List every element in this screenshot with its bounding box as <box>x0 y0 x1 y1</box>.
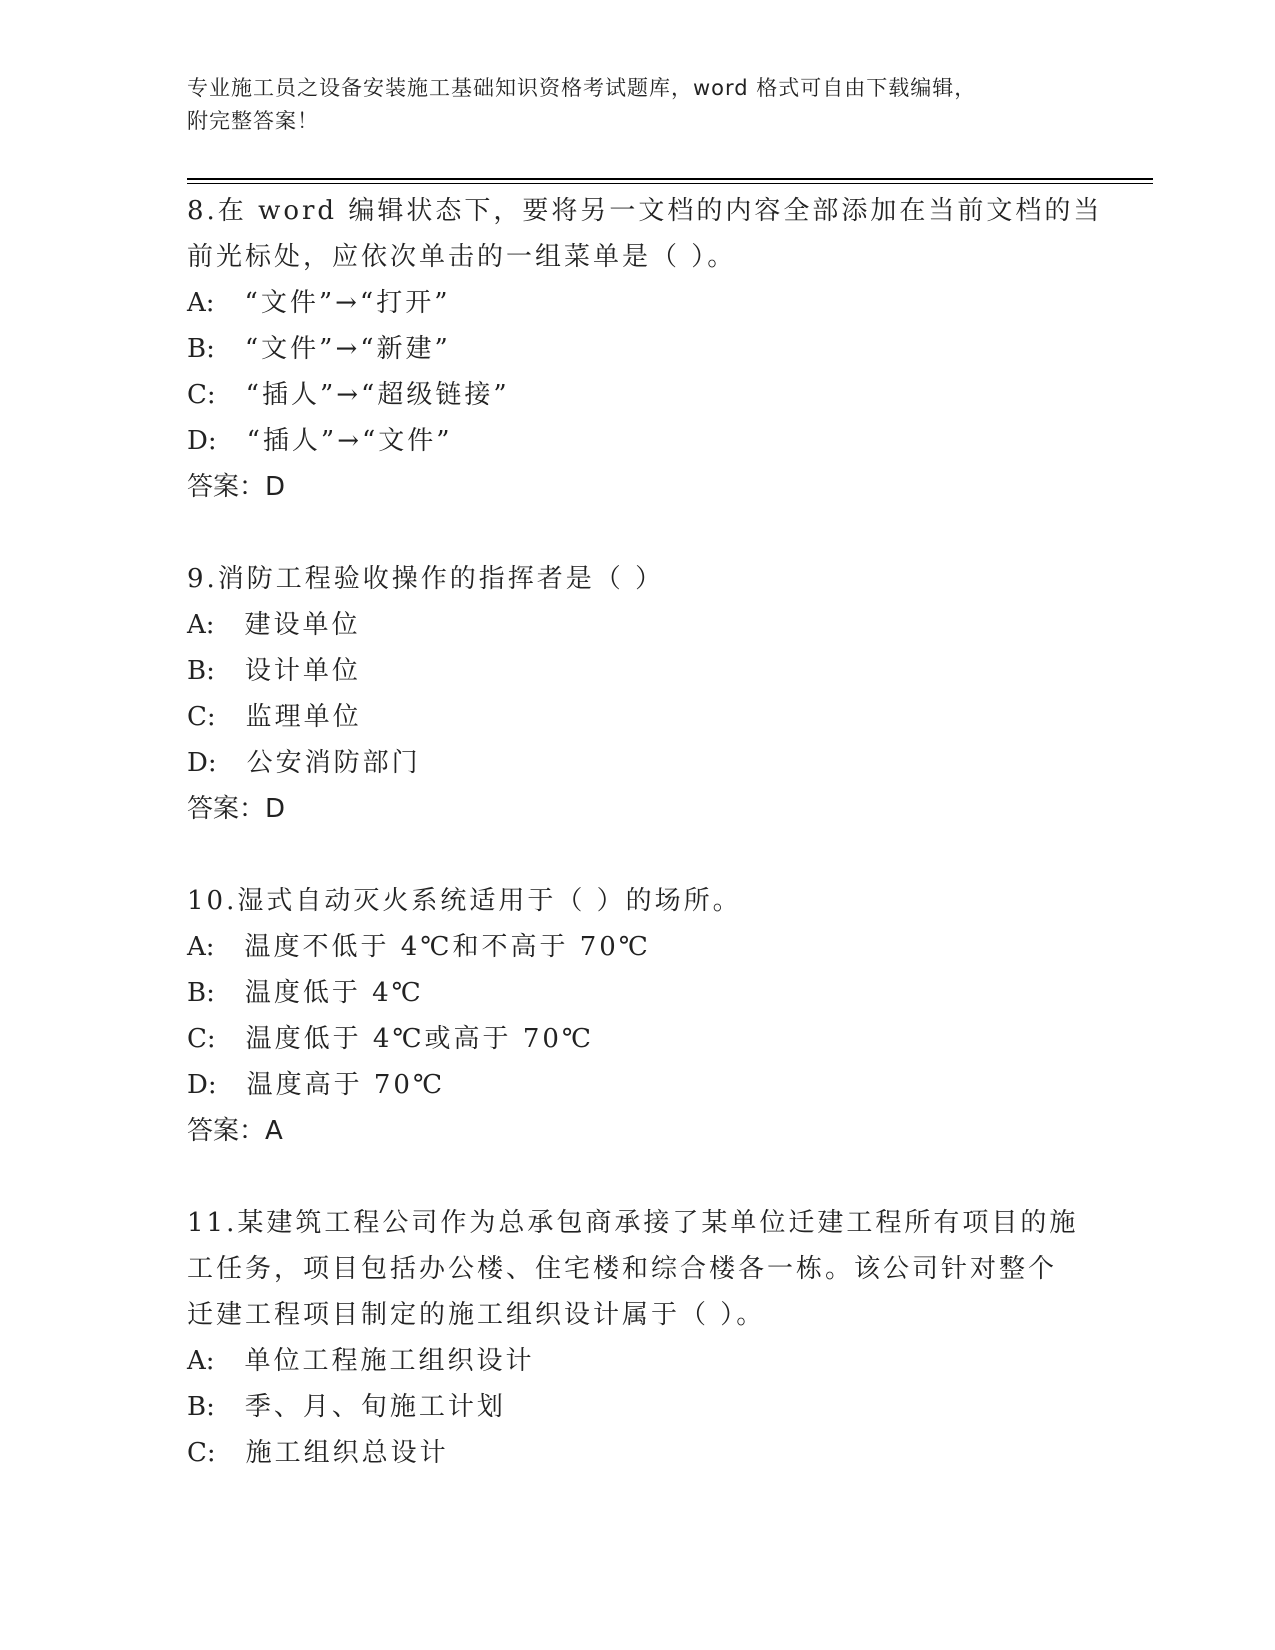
option-a <box>187 924 1087 970</box>
option-text: 监理单位 <box>245 702 362 732</box>
header-line-2: 附完整答案！ <box>187 109 319 133</box>
option-text: 设计单位 <box>244 656 361 686</box>
question-10 <box>187 878 1087 1154</box>
option-b <box>187 648 1087 694</box>
header-divider-thick <box>187 178 1153 180</box>
question-list <box>187 188 1103 1522</box>
question-text-line: 10.湿式自动灭火系统适用于（ ）的场所。 <box>187 886 742 916</box>
header-divider-thin <box>187 183 1153 184</box>
option-c <box>187 1430 1087 1476</box>
option-a <box>187 602 1087 648</box>
option-text: “插人”→“文件” <box>246 426 453 456</box>
option-letter: A: <box>187 610 215 640</box>
option-text: 温度低于 4℃ <box>244 978 424 1008</box>
question-text-line: 9.消防工程验收操作的指挥者是（ ） <box>187 564 665 594</box>
question-8 <box>187 188 1103 510</box>
option-text: 施工组织总设计 <box>245 1438 449 1468</box>
answer-line: 答案：A <box>187 1116 283 1146</box>
answer-line: 答案：D <box>187 794 286 824</box>
option-text: 公安消防部门 <box>246 748 421 778</box>
option-c <box>187 372 1087 418</box>
question-text-line: 前光标处，应依次单击的一组菜单是（ ）。 <box>187 242 737 272</box>
option-c <box>187 1016 1087 1062</box>
option-text: “文件”→“新建” <box>244 334 451 364</box>
option-text: 季、月、旬施工计划 <box>244 1392 506 1422</box>
option-letter: C: <box>187 1438 216 1468</box>
option-letter: B: <box>187 978 215 1008</box>
question-text-line: 工任务，项目包括办公楼、住宅楼和综合楼各一栋。该公司针对整个 <box>187 1254 1058 1284</box>
question-text-line: 8.在 word 编辑状态下，要将另一文档的内容全部添加在当前文档的当 <box>187 196 1103 226</box>
option-letter: B: <box>187 1392 215 1422</box>
option-letter: A: <box>187 1346 215 1376</box>
option-a <box>187 1338 1087 1384</box>
question-9 <box>187 556 1087 832</box>
option-letter: C: <box>187 1024 216 1054</box>
option-text: 温度不低于 4℃和不高于 70℃ <box>244 932 651 962</box>
option-letter: A: <box>187 288 215 318</box>
option-a <box>187 280 1087 326</box>
option-text: “插人”→“超级链接” <box>245 380 510 410</box>
question-text-line: 迁建工程项目制定的施工组织设计属于（ ）。 <box>187 1300 766 1330</box>
question-text-line: 11.某建筑工程公司作为总承包商承接了某单位迁建工程所有项目的施 <box>187 1208 1079 1238</box>
option-d <box>187 740 1087 786</box>
option-d <box>187 418 1087 464</box>
question-11 <box>187 1200 1087 1476</box>
option-letter: B: <box>187 334 215 364</box>
option-b <box>187 970 1087 1016</box>
option-letter: D: <box>187 426 217 456</box>
option-text: 温度低于 4℃或高于 70℃ <box>245 1024 594 1054</box>
header-line-1: 专业施工员之设备安装施工基础知识资格考试题库，word 格式可自由下载编辑， <box>187 76 977 100</box>
option-text: 建设单位 <box>244 610 361 640</box>
option-letter: D: <box>187 1070 217 1100</box>
option-b <box>187 326 1087 372</box>
document-header <box>187 72 1087 138</box>
option-letter: B: <box>187 656 215 686</box>
option-text: 温度高于 70℃ <box>246 1070 446 1100</box>
answer-line: 答案：D <box>187 472 286 502</box>
option-letter: A: <box>187 932 215 962</box>
option-letter: C: <box>187 380 216 410</box>
option-letter: D: <box>187 748 217 778</box>
option-text: “文件”→“打开” <box>244 288 451 318</box>
option-b <box>187 1384 1087 1430</box>
option-d <box>187 1062 1087 1108</box>
option-letter: C: <box>187 702 216 732</box>
option-c <box>187 694 1087 740</box>
option-text: 单位工程施工组织设计 <box>244 1346 535 1376</box>
